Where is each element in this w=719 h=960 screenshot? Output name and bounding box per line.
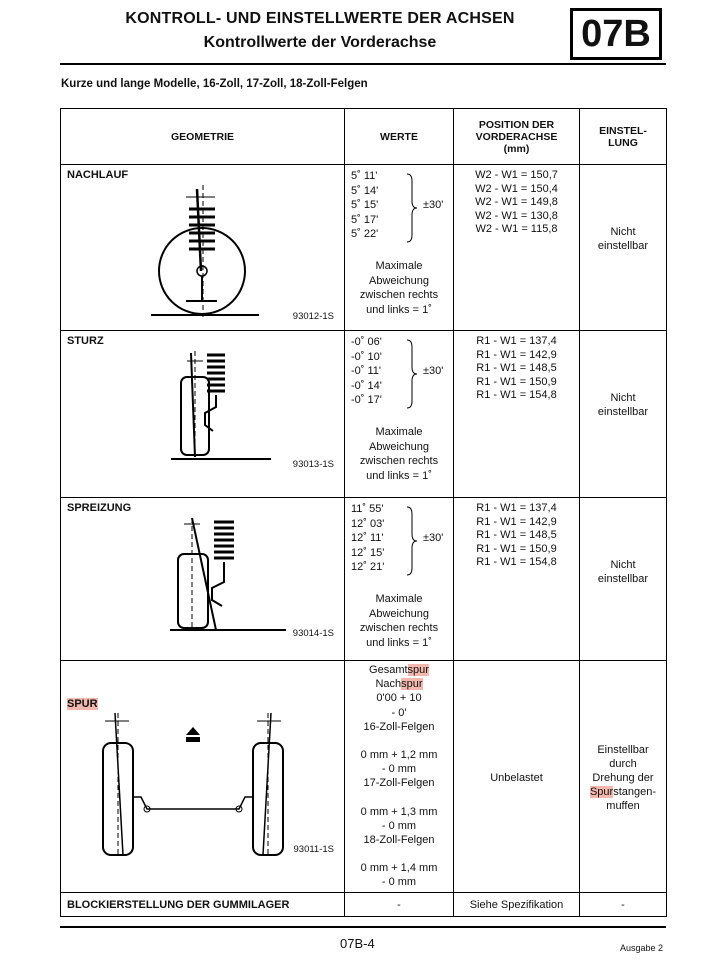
figure-code: 93014-1S — [292, 628, 334, 639]
adjust-cell — [580, 661, 667, 893]
max-dev-line: Abweichung — [369, 440, 429, 453]
page-number: 07B-4 — [340, 936, 375, 951]
tolerance: ±30' — [423, 365, 444, 377]
adjust-text — [580, 391, 666, 419]
brace-icon — [405, 506, 419, 576]
geometry-cell — [61, 165, 345, 331]
adjust-line: stangen- — [613, 786, 657, 798]
value: 5˚ 14' — [351, 184, 379, 197]
spur-value: 0 mm + 1,3 mm — [360, 805, 438, 818]
max-deviation — [345, 259, 453, 317]
value: 5˚ 22' — [351, 228, 379, 240]
col-header-position — [454, 109, 580, 165]
geometry-label: NACHLAUF — [67, 169, 129, 181]
adjust-cell — [580, 498, 667, 661]
position-value: R1 - W1 = 137,4 — [476, 335, 557, 347]
gesamtspur — [345, 663, 453, 677]
adjust-line: einstellbar — [597, 406, 649, 418]
adjust-line: Drehung der — [592, 772, 654, 784]
values-cell — [345, 165, 454, 331]
value: -0˚ 06' — [351, 336, 382, 348]
spacer — [345, 791, 453, 805]
header-rule — [60, 63, 666, 65]
highlight: spur — [407, 664, 429, 676]
max-dev-line: Maximale — [375, 593, 423, 605]
value: -0˚ 14' — [351, 379, 382, 392]
position-value: W2 - W1 = 130,8 — [475, 209, 558, 222]
geometry-label: STURZ — [67, 335, 104, 347]
values-cell — [345, 331, 454, 498]
position-cell — [454, 661, 580, 893]
spur-value: - 0 mm — [381, 876, 417, 889]
value: 12˚ 15' — [351, 546, 385, 559]
adjust-line: Nicht — [610, 392, 636, 404]
text-part: Gesamt — [369, 664, 408, 676]
max-deviation — [345, 592, 453, 650]
values-cell — [345, 661, 454, 893]
max-dev-line: und links = 1˚ — [366, 636, 432, 649]
max-dev-line: zwischen rechts — [359, 289, 439, 301]
value: 11˚ 55' — [351, 503, 384, 515]
spur-label-highlight: SPUR — [67, 698, 98, 710]
position-value: W2 - W1 = 115,8 — [475, 223, 558, 235]
position-value: W2 - W1 = 150,7 — [475, 169, 558, 181]
position-cell: Siehe Spezifikation — [454, 893, 580, 917]
position-value: R1 - W1 = 154,8 — [476, 556, 557, 568]
adjust-text — [580, 225, 666, 253]
max-deviation — [345, 425, 453, 483]
position-value: W2 - W1 = 150,4 — [475, 182, 558, 195]
table-header-row — [61, 109, 667, 165]
position-value: R1 - W1 = 137,4 — [476, 502, 557, 514]
table-row — [61, 331, 667, 498]
max-dev-line: Maximale — [375, 426, 423, 438]
spacer — [345, 734, 453, 748]
max-dev-line: zwischen rechts — [359, 622, 439, 634]
geometry-label: BLOCKIERSTELLUNG DER GUMMILAGER — [61, 893, 345, 917]
page-subtitle: Kontrollwerte der Vorderachse — [203, 34, 437, 51]
value: 5˚ 17' — [351, 213, 379, 226]
table-row — [61, 165, 667, 331]
highlight: Spur — [589, 786, 614, 798]
value: -0˚ 10' — [351, 350, 382, 363]
max-dev-line: und links = 1˚ — [366, 303, 432, 316]
adjust-line: einstellbar — [597, 240, 649, 252]
rim-size: 17-Zoll-Felgen — [363, 777, 435, 790]
adjust-cell: - — [580, 893, 667, 917]
adjust-text — [580, 743, 666, 813]
values-list — [351, 169, 378, 242]
position-header-line3: (mm) — [503, 142, 530, 155]
spacer — [345, 847, 453, 861]
position-value: R1 - W1 = 154,8 — [476, 389, 557, 401]
col-header-geometrie: GEOMETRIE — [61, 109, 345, 165]
toe-diagram — [97, 709, 297, 859]
geometry-cell — [61, 498, 345, 661]
geometry-label — [67, 698, 98, 710]
figure-code: 93013-1S — [292, 459, 334, 470]
section-badge — [570, 8, 662, 60]
kingpin-inclination-diagram — [166, 512, 296, 634]
spur-value: 0 mm + 1,4 mm — [360, 862, 438, 875]
max-dev-line: Maximale — [375, 260, 423, 272]
adjust-cell — [580, 165, 667, 331]
position-value: R1 - W1 = 148,5 — [476, 362, 557, 374]
values-list — [351, 335, 382, 408]
value: -0˚ 17' — [351, 394, 382, 406]
value: 12˚ 21' — [351, 561, 385, 573]
value: -0˚ 11' — [351, 365, 382, 377]
footer-rule — [60, 926, 666, 928]
value: 5˚ 15' — [351, 199, 379, 211]
max-dev-line: Abweichung — [369, 274, 429, 287]
einstellung-header-line2: LUNG — [608, 136, 638, 149]
adjust-cell — [580, 331, 667, 498]
position-value: Unbelastet — [490, 772, 543, 784]
adjust-line: einstellbar — [597, 573, 649, 585]
position-value: R1 - W1 = 148,5 — [476, 529, 557, 541]
position-value: W2 - W1 = 149,8 — [475, 196, 558, 208]
adjust-line: Nicht — [610, 226, 636, 238]
values-list — [351, 502, 384, 575]
col-header-werte: WERTE — [345, 109, 454, 165]
geometry-cell — [61, 331, 345, 498]
spur-value: - 0 mm — [381, 819, 417, 832]
adjust-line: Einstellbar — [597, 744, 649, 756]
rim-size: 16-Zoll-Felgen — [363, 720, 435, 733]
table-row — [61, 661, 667, 893]
tolerance: ±30' — [423, 532, 444, 544]
edition: Ausgabe 2 — [620, 943, 664, 953]
position-cell — [454, 165, 580, 331]
max-dev-line: und links = 1˚ — [366, 469, 432, 482]
value: 12˚ 03' — [351, 517, 385, 530]
adjust-line: muffen — [606, 800, 640, 812]
brace-icon — [405, 339, 419, 409]
einstellung-header-line1: EINSTEL- — [599, 124, 647, 137]
values-cell — [345, 498, 454, 661]
rim-size: 18-Zoll-Felgen — [363, 834, 435, 847]
adjust-line: durch — [609, 758, 637, 770]
col-header-einstellung — [580, 109, 667, 165]
camber-diagram — [161, 347, 281, 465]
position-value: R1 - W1 = 150,9 — [476, 375, 557, 388]
page-title: KONTROLL- UND EINSTELLWERTE DER ACHSEN — [125, 10, 515, 27]
position-cell — [454, 331, 580, 498]
specs-table — [60, 108, 667, 917]
figure-code: 93011-1S — [293, 844, 334, 855]
spur-value: 0'00 + 10 — [376, 692, 422, 705]
geometry-label: SPREIZUNG — [67, 502, 132, 514]
adjust-line: Nicht — [610, 559, 636, 571]
max-dev-line: Abweichung — [369, 607, 429, 620]
position-cell — [454, 498, 580, 661]
values-cell: - — [345, 893, 454, 917]
figure-code: 93012-1S — [292, 311, 334, 322]
position-value: R1 - W1 = 142,9 — [476, 348, 557, 361]
nachspur — [345, 677, 453, 691]
brace-icon — [405, 173, 419, 243]
geometry-cell — [61, 661, 345, 893]
section-code: 07B — [581, 12, 651, 55]
highlight: spur — [401, 678, 423, 691]
spur-value: - 0' — [391, 706, 407, 719]
value: 5˚ 11' — [351, 170, 378, 182]
caster-diagram — [131, 179, 261, 325]
text-part: Nach — [375, 678, 402, 691]
position-value: R1 - W1 = 142,9 — [476, 515, 557, 528]
intro-text: Kurze und lange Modelle, 16-Zoll, 17-Zoll, 18-Zoll-Felgen — [61, 78, 368, 90]
position-value: R1 - W1 = 150,9 — [476, 542, 557, 555]
position-header-line2: VORDERACHSE — [475, 130, 558, 143]
table-row — [61, 893, 667, 917]
tolerance: ±30' — [423, 199, 444, 211]
spur-value: 0 mm + 1,2 mm — [360, 749, 438, 762]
value: 12˚ 11' — [351, 532, 384, 544]
table-row — [61, 498, 667, 661]
position-header-line1: POSITION DER — [478, 118, 555, 131]
spur-value: - 0 mm — [381, 763, 417, 776]
adjust-text — [580, 558, 666, 586]
max-dev-line: zwischen rechts — [359, 455, 439, 467]
